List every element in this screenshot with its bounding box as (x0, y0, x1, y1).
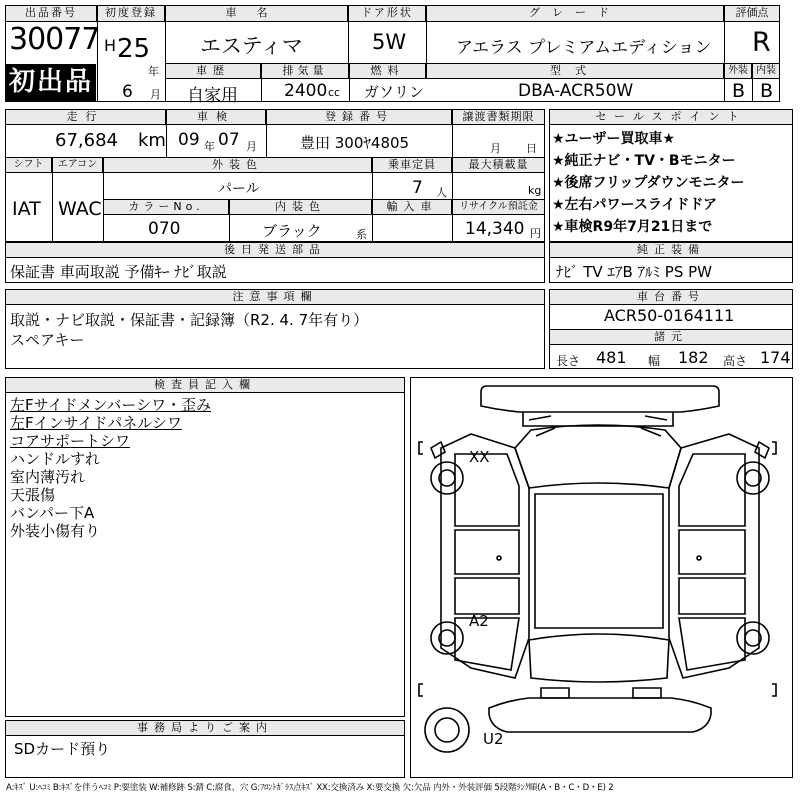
fuel: ガソリン (364, 83, 425, 101)
shift-divider (52, 157, 53, 242)
model-label: 型式 (426, 63, 724, 79)
recycle-unit: 円 (530, 227, 541, 240)
damage-mark-xx: XX (469, 448, 490, 466)
ac-label: エアコン (52, 157, 103, 173)
spec-label: 諸元 (549, 329, 793, 345)
transfer-day: 日 (526, 142, 537, 155)
notes-line-2: スペアキー (10, 331, 85, 349)
door: 5W (372, 30, 407, 54)
history-label: 車歴 (165, 63, 261, 79)
reg-no: 豊田 300ﾔ4805 (300, 134, 410, 152)
first-listing-badge (6, 64, 96, 101)
bracket-left-top (419, 442, 423, 454)
mileage-unit: km (138, 130, 166, 151)
displacement-label: 排気量 (261, 63, 349, 79)
mileage-label: 走行 (5, 109, 166, 125)
displacement-unit: cc (328, 86, 341, 99)
damage-diagram (410, 377, 793, 778)
sales-points-list (552, 128, 792, 238)
sales-points-label: セールスポイント (549, 109, 793, 125)
ext-color: パール (218, 181, 260, 197)
inspector-line: 左Fサイドメンバーシワ・歪み (10, 396, 212, 414)
history: 自家用 (187, 86, 238, 106)
height: 174 (760, 348, 791, 367)
inspection-divider (266, 109, 267, 157)
wheel-front-right (737, 462, 769, 494)
history-divider (261, 79, 262, 102)
inspector-lines (10, 396, 400, 540)
interior-grade: B (760, 80, 774, 102)
front-lights (523, 412, 673, 426)
fuel-label: 燃料 (349, 63, 426, 79)
transfer-label: 譲渡書類期限 (452, 109, 545, 125)
rear-outline (489, 698, 711, 732)
inspector-line: 天張傷 (10, 486, 56, 504)
car-name-label: 車名 (165, 5, 348, 22)
inspection-month-unit: 月 (246, 140, 257, 153)
sales-point-item: ★純正ナビ・TV・Bモニター (552, 153, 736, 169)
later-parts-label: 後日発送部品 (5, 242, 545, 258)
notes-label: 注意事項欄 (5, 289, 545, 305)
colorno-divider (229, 199, 230, 242)
sales-point-item: ★左右パワースライドドア (552, 197, 718, 213)
score: R (752, 27, 771, 58)
height-label: 高さ (723, 354, 748, 368)
damage-mark-a2: A2 (469, 612, 489, 630)
int-color: ブラック (262, 222, 322, 240)
interior-grade-label: 内装 (752, 63, 780, 79)
grade: アエラス プレミアムエディション (456, 38, 712, 58)
length-label: 長さ (556, 354, 581, 368)
mileage-divider (166, 109, 167, 157)
year: 25 (117, 34, 151, 64)
grade-label: グレード (426, 5, 724, 22)
bracket-right-top (772, 442, 776, 454)
ac: WAC (58, 198, 102, 220)
car-name: エスティマ (200, 34, 303, 58)
lot-number-label: 出品番号 (5, 5, 97, 22)
int-color-unit: 系 (356, 228, 367, 241)
roof (535, 494, 663, 628)
max-load-label: 最大積載量 (452, 157, 545, 173)
first-listing-text: 初出品 (8, 67, 93, 97)
era: H (104, 36, 117, 55)
month: 6 (122, 82, 133, 102)
sales-point-item: ★ユーザー買取車★ (552, 131, 676, 147)
shift-label: シフト (5, 157, 52, 173)
inspection-year-unit: 年 (204, 140, 215, 153)
first-reg-label: 初度登録 (97, 5, 165, 22)
width: 182 (678, 348, 709, 367)
exterior-grade-label: 外装 (724, 63, 752, 79)
inspector-line: 外装小傷有り (10, 522, 101, 540)
transfer-month: 月 (490, 142, 501, 155)
legend: A:ｷｽﾞ U:ﾍｺﾐ B:ｷｽﾞを伴うﾍｺﾐ P:要塗装 W:補修跡 S:錆 C:腐食、穴 G:ﾌﾛﾝﾄｶﾞﾗｽ点ｷｽﾞ XX:交換済み X:要交換 欠:欠品 内外・外装評価 5段階ﾗﾝｸ順(A・B・C・D・E) 2 (6, 783, 614, 793)
month-unit: 月 (150, 88, 161, 101)
equipment: ﾅﾋﾞ TV ｴｱB ｱﾙﾐ PS PW (556, 263, 712, 281)
wheel-rear-right (737, 622, 769, 654)
chassis-number: ACR50-0164111 (604, 306, 735, 325)
inspector-label: 検査員記入欄 (5, 377, 405, 393)
wheel-front-left (431, 462, 463, 494)
length: 481 (596, 348, 627, 367)
damage-mark-u2: U2 (483, 730, 504, 748)
color-no-label: カラーNo. (103, 199, 229, 215)
capacity-label: 乗車定員 (372, 157, 452, 173)
width-label: 幅 (648, 354, 661, 368)
inspection-year: 09 (178, 130, 200, 150)
wheel-rear-left (431, 622, 463, 654)
ext-color-label: 外装色 (103, 157, 372, 173)
capacity-unit: 人 (436, 186, 447, 199)
notes-line-1: 取説・ナビ取説・保証書・記録簿（R2. 4. 7年有り） (10, 311, 369, 329)
front-outline (481, 386, 719, 412)
spare-wheel (425, 708, 469, 752)
grade-mid-divider (752, 63, 753, 102)
equipment-label: 純正装備 (549, 242, 793, 258)
capacity: 7 (412, 178, 423, 198)
score-label: 評価点 (724, 5, 780, 22)
later-parts: 保証書 車両取説 予備ｷｰ ﾅﾋﾞ取説 (10, 263, 227, 281)
reg-no-label: 登録番号 (266, 109, 452, 125)
recycle: 14,340 (465, 219, 525, 239)
int-color-label: 内装色 (229, 199, 372, 215)
lot-number: 30077 (9, 22, 100, 57)
sales-point-item: ★後席フリップダウンモニター (552, 175, 745, 191)
bracket-right-bottom (772, 684, 776, 696)
exterior-grade: B (732, 80, 746, 102)
year-unit: 年 (148, 65, 159, 78)
inspection-month: 07 (218, 130, 240, 150)
regno-divider (452, 109, 453, 242)
disp-divider (349, 63, 350, 102)
inspector-line: コアサポートシワ (10, 432, 131, 450)
displacement: 2400 (284, 81, 328, 101)
shift: IAT (12, 198, 41, 220)
car-diagram-svg (411, 378, 794, 779)
sales-point-item: ★車検R9年7月21日まで (552, 219, 713, 235)
color-no: 070 (148, 219, 181, 239)
import-label: 輸入車 (372, 199, 452, 215)
recycle-label: リサイクル預託金 (452, 199, 545, 215)
inspector-line: ハンドルすれ (10, 450, 101, 468)
max-load-unit: kg (528, 184, 542, 197)
office-note: SDカード預り (14, 740, 111, 758)
inspector-line: 左Fインサイドパネルシワ (10, 414, 182, 432)
bracket-left-bottom (419, 684, 423, 696)
model: DBA-ACR50W (518, 81, 634, 101)
inspection-label: 車検 (166, 109, 266, 125)
rear-glass (529, 634, 669, 682)
inspector-line: 室内薄汚れ (10, 468, 86, 486)
inspector-line: バンパー下A (10, 504, 95, 522)
mileage: 67,684 (55, 130, 118, 151)
office-label: 事務局よりご案内 (5, 720, 405, 736)
chassis-label: 車台番号 (549, 289, 793, 305)
door-label: ドア形状 (348, 5, 426, 22)
